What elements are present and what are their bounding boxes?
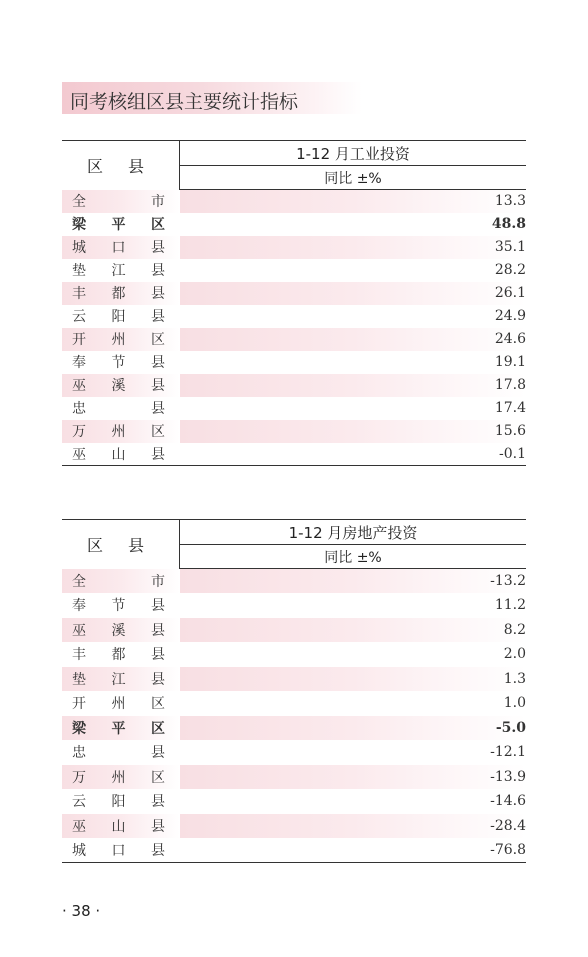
region-name-cell — [62, 351, 180, 374]
region-name-char: 丰 — [72, 647, 86, 664]
region-name-char: 市 — [151, 573, 165, 590]
region-name-char: 全 — [72, 194, 86, 210]
value-cell: -76.8 — [180, 838, 527, 863]
region-name-char: 奉 — [72, 355, 86, 371]
region-name-cell — [62, 814, 180, 839]
region-name-char: 巫 — [72, 622, 86, 639]
table-row — [62, 618, 526, 643]
table-row — [62, 328, 526, 351]
region-name-char: 县 — [151, 355, 165, 371]
table-row — [62, 305, 526, 328]
region-name-char: 县 — [151, 745, 165, 762]
region-name-char: 县 — [151, 286, 165, 302]
region-name-cell — [62, 397, 180, 420]
region-name-cell — [62, 236, 180, 259]
value-cell: -5.0 — [180, 716, 527, 741]
region-name-char: 平 — [111, 217, 126, 233]
real-estate-investment-table — [62, 519, 526, 863]
metric-header: 1-12 月工业投资 — [180, 141, 527, 166]
region-name-cell — [62, 593, 180, 618]
table-row — [62, 236, 526, 259]
page-number: · 38 · — [62, 902, 101, 920]
region-name-cell — [62, 642, 180, 667]
table-row — [62, 190, 526, 213]
region-name-cell — [62, 618, 180, 643]
region-name-char: 区 — [151, 769, 165, 786]
region-name-char: 山 — [111, 446, 126, 463]
region-name-char: 阳 — [111, 309, 126, 325]
value-cell: 8.2 — [180, 618, 527, 643]
region-name-cell — [62, 569, 180, 594]
region-name-char: 云 — [72, 794, 86, 811]
region-name-char: 县 — [151, 598, 165, 615]
region-name-char: 州 — [111, 769, 126, 786]
value-cell: 35.1 — [180, 236, 527, 259]
region-name-char: 口 — [111, 843, 126, 859]
table-row — [62, 814, 526, 839]
region-name-char: 都 — [111, 647, 126, 664]
region-name-char: 平 — [111, 720, 126, 737]
region-name-char: 城 — [72, 843, 86, 859]
table-row — [62, 789, 526, 814]
region-name-char: 市 — [151, 194, 165, 210]
region-name-char: 县 — [151, 671, 165, 688]
unit-header: 同比 ±% — [180, 166, 527, 190]
region-name-char: 县 — [151, 263, 165, 279]
region-name-cell — [62, 420, 180, 443]
value-cell: 24.6 — [180, 328, 527, 351]
region-name-cell — [62, 374, 180, 397]
region-name-char: 县 — [151, 818, 165, 835]
table-row — [62, 397, 526, 420]
region-name-char: 溪 — [111, 378, 126, 394]
region-name-cell — [62, 667, 180, 692]
region-name-char: 忠 — [72, 401, 86, 417]
table-body — [62, 569, 526, 863]
region-name-char: 州 — [111, 696, 126, 713]
value-cell: 48.8 — [491, 216, 526, 232]
region-column-header: 区 县 — [62, 520, 180, 569]
industrial-investment-table — [62, 140, 526, 466]
region-name-char: 县 — [151, 843, 165, 859]
region-name-char: 奉 — [72, 598, 86, 615]
region-name-char: 巫 — [72, 818, 86, 835]
value-cell: 2.0 — [503, 646, 526, 663]
region-name-char: 州 — [111, 332, 126, 348]
value-cell: -28.4 — [180, 814, 527, 839]
region-name-char: 节 — [111, 598, 126, 615]
region-name-cell — [62, 328, 180, 351]
table-row — [62, 213, 526, 236]
table-body — [62, 190, 526, 466]
region-name-cell — [62, 716, 180, 741]
region-name-cell — [62, 740, 180, 765]
region-name-char: 城 — [72, 240, 86, 256]
value-cell: 26.1 — [180, 282, 527, 305]
metric-header: 1-12 月房地产投资 — [180, 520, 527, 545]
region-name-char: 山 — [111, 818, 126, 835]
region-name-char: 巫 — [72, 378, 86, 394]
value-cell: 28.2 — [494, 262, 526, 278]
region-name-cell — [62, 305, 180, 328]
region-name-char: 区 — [151, 720, 165, 737]
region-name-char: 都 — [111, 286, 126, 302]
table-row — [62, 667, 526, 692]
region-name-cell — [62, 789, 180, 814]
region-name-char: 区 — [151, 332, 165, 348]
table-row — [62, 259, 526, 282]
table-row — [62, 351, 526, 374]
region-name-char: 开 — [72, 696, 86, 713]
region-name-cell — [62, 691, 180, 716]
table-row — [62, 691, 526, 716]
table-row — [62, 420, 526, 443]
region-name-char: 巫 — [72, 446, 86, 463]
value-cell: 15.6 — [180, 420, 527, 443]
page-title: 同考核组区县主要统计指标 — [70, 91, 299, 113]
region-name-cell — [62, 838, 180, 863]
value-cell: 1.3 — [180, 667, 527, 692]
value-cell: -0.1 — [180, 443, 527, 466]
region-name-char: 区 — [151, 424, 165, 440]
value-cell: -12.1 — [490, 744, 526, 761]
table-row — [62, 569, 526, 594]
region-name-char: 节 — [111, 355, 126, 371]
value-cell: 17.4 — [494, 400, 526, 416]
value-cell: 24.9 — [494, 308, 526, 324]
region-name-char: 垫 — [72, 671, 86, 688]
table-row — [62, 765, 526, 790]
value-cell: 1.0 — [503, 695, 526, 712]
region-name-char: 垫 — [72, 263, 86, 279]
table-row — [62, 740, 526, 765]
region-name-char: 口 — [111, 240, 126, 256]
table-row — [62, 716, 526, 741]
region-column-header: 区 县 — [62, 141, 180, 190]
region-name-char: 万 — [72, 769, 86, 786]
region-name-char: 县 — [151, 794, 165, 811]
region-name-char: 江 — [111, 263, 126, 279]
value-cell: 11.2 — [494, 597, 526, 614]
region-name-char: 梁 — [72, 720, 86, 737]
value-cell: -13.2 — [180, 569, 527, 594]
region-name-char: 溪 — [111, 622, 126, 639]
value-cell: 13.3 — [180, 190, 527, 213]
table-row — [62, 282, 526, 305]
value-cell: -14.6 — [490, 793, 526, 810]
region-name-char: 县 — [151, 401, 165, 417]
unit-header: 同比 ±% — [180, 545, 527, 569]
region-name-char: 县 — [151, 378, 165, 394]
region-name-cell — [62, 443, 180, 466]
region-name-char: 丰 — [72, 286, 86, 302]
region-name-char: 县 — [151, 647, 165, 664]
region-name-char: 江 — [111, 671, 126, 688]
region-name-cell — [62, 213, 180, 236]
region-name-char: 县 — [151, 240, 165, 256]
region-name-char: 万 — [72, 424, 86, 440]
region-name-char: 忠 — [72, 745, 86, 762]
region-name-char: 县 — [151, 309, 165, 325]
region-name-char: 梁 — [72, 217, 86, 233]
value-cell: 17.8 — [180, 374, 527, 397]
region-name-char: 区 — [151, 696, 165, 713]
region-name-char: 开 — [72, 332, 86, 348]
region-name-char: 云 — [72, 309, 86, 325]
region-name-cell — [62, 282, 180, 305]
table-row — [62, 838, 526, 863]
region-name-char: 县 — [151, 622, 165, 639]
table-row — [62, 642, 526, 667]
region-name-cell — [62, 259, 180, 282]
table-row — [62, 593, 526, 618]
value-cell: 19.1 — [494, 354, 526, 370]
region-name-char: 县 — [151, 446, 165, 463]
region-name-char: 全 — [72, 573, 86, 590]
region-name-cell — [62, 190, 180, 213]
region-name-char: 州 — [111, 424, 126, 440]
value-cell: -13.9 — [180, 765, 527, 790]
region-name-cell — [62, 765, 180, 790]
region-name-char: 区 — [151, 217, 165, 233]
region-name-char: 阳 — [111, 794, 126, 811]
table-row — [62, 374, 526, 397]
table-row — [62, 443, 526, 466]
